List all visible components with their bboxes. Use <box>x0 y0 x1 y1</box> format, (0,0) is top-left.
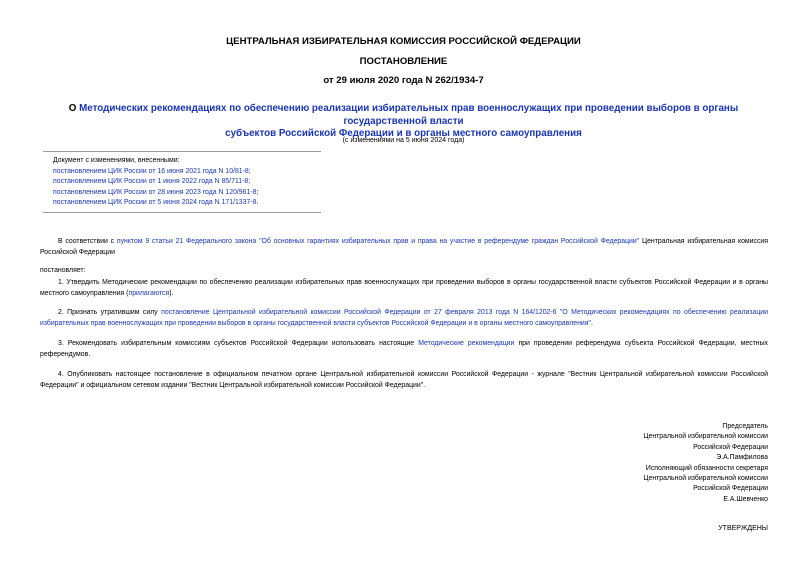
paragraph-3-end: при проведении референдума субъекта Российской Федерации, местных референдумов. <box>40 340 769 359</box>
preamble-paragraph <box>40 236 768 258</box>
paragraph-2 <box>40 307 768 329</box>
signature-line: Председатель <box>722 423 768 430</box>
repealed-decree-link[interactable]: постановление Центральной избирательной комиссии Российской Федерации от 27 февраля 2013 года N 164/1202-6 "О Методических рекомендациях по обеспечению реализации избирательных прав военнослужащих при проведении выборов в органы государственной власти субъектов Российской Федерации и в органы местного самоуправления" <box>40 309 768 328</box>
signature-block <box>643 422 768 505</box>
changes-heading: Документ с изменениями, внесенными: <box>53 157 180 164</box>
paragraph-1 <box>40 277 768 299</box>
title-link-line2[interactable]: субъектов Российской Федерации и в органы местного самоуправления <box>225 128 582 139</box>
decides-text: постановляет: <box>40 267 86 274</box>
title-link-line1[interactable]: Методических рекомендациях по обеспечению реализации избирательных прав военнослужащих при проведении выборов в органы государственной власти <box>79 103 739 127</box>
edition-note: (с изменениями на 5 июня 2024 года) <box>342 137 465 144</box>
title-prefix: О <box>68 103 80 114</box>
signature-line: Центральной избирательной комиссии <box>643 475 768 483</box>
paragraph-2-end: . <box>590 320 593 328</box>
changes-top-divider <box>43 151 321 152</box>
paragraph-4: 4. Опубликовать настоящее постановление в официальном печатном органе Центральной избирательной комиссии Российской Федерации - журнале "Вестник Центральной избирательной комиссии Российской Федерации" и официальном сетевом издании "Вестник Центральной избирательной комиссии Российской Федерации". <box>40 371 768 390</box>
header-org: ЦЕНТРАЛЬНАЯ ИЗБИРАТЕЛЬНАЯ КОМИССИЯ РОССИЙСКОЙ ФЕДЕРАЦИИ <box>226 36 581 47</box>
paragraph-3 <box>40 338 768 360</box>
header-doc-type: ПОСТАНОВЛЕНИЕ <box>359 56 448 67</box>
change-link[interactable]: постановлением ЦИК России от 5 июня 2024 года N 171/1337-8. <box>53 199 259 207</box>
appendix-link[interactable]: прилагаются <box>128 290 170 298</box>
preamble-text: В соответствии с <box>58 238 117 245</box>
signature-line: Е.А.Шевченко <box>723 495 768 503</box>
recommendations-link[interactable]: Методические рекомендации <box>418 340 515 347</box>
paragraph-1-text: 1. Утвердить Методические рекомендации по обеспечению реализации избирательных прав военнослужащих при проведении выборов в органы государственной власти субъектов Российской Федерации и в органы местного самоуправления ( <box>40 279 768 298</box>
change-link[interactable]: постановлением ЦИК России от 16 июня 2021 года N 10/81-8; <box>53 167 251 175</box>
signature-line: Центральной избирательной комиссии <box>643 433 768 441</box>
signature-line: Э.А.Памфилова <box>716 454 768 462</box>
changes-block <box>53 156 258 209</box>
change-link[interactable]: постановлением ЦИК России от 28 июня 2023 года N 120/961-8; <box>53 188 259 196</box>
paragraph-3-text: 3. Рекомендовать избирательным комиссиям субъектов Российской Федерации использовать настоящие <box>58 340 419 347</box>
approved-label: УТВЕРЖДЕНЫ <box>718 525 768 532</box>
document-title <box>40 103 767 141</box>
paragraph-2-text: 2. Признать утратившим силу <box>58 309 162 316</box>
signature-line: Российской Федерации <box>693 443 768 451</box>
change-link[interactable]: постановлением ЦИК России от 1 июня 2022 года N 85/711-8; <box>53 178 251 186</box>
preamble-text-end: Центральная избирательная комиссия Российской Федерации <box>40 238 768 257</box>
signature-line: Российской Федерации <box>693 485 768 493</box>
federal-law-link[interactable]: пунктом 9 статьи 21 Федерального закона "Об основных гарантиях избирательных прав и права на участие в референдуме граждан Российской Федерации" <box>116 238 640 245</box>
paragraph-1-end: ). <box>169 290 174 298</box>
changes-bottom-divider <box>43 212 321 213</box>
signature-line: Исполняющий обязанности секретаря <box>645 464 768 472</box>
header-date-number: от 29 июля 2020 года N 262/1934-7 <box>323 75 484 86</box>
